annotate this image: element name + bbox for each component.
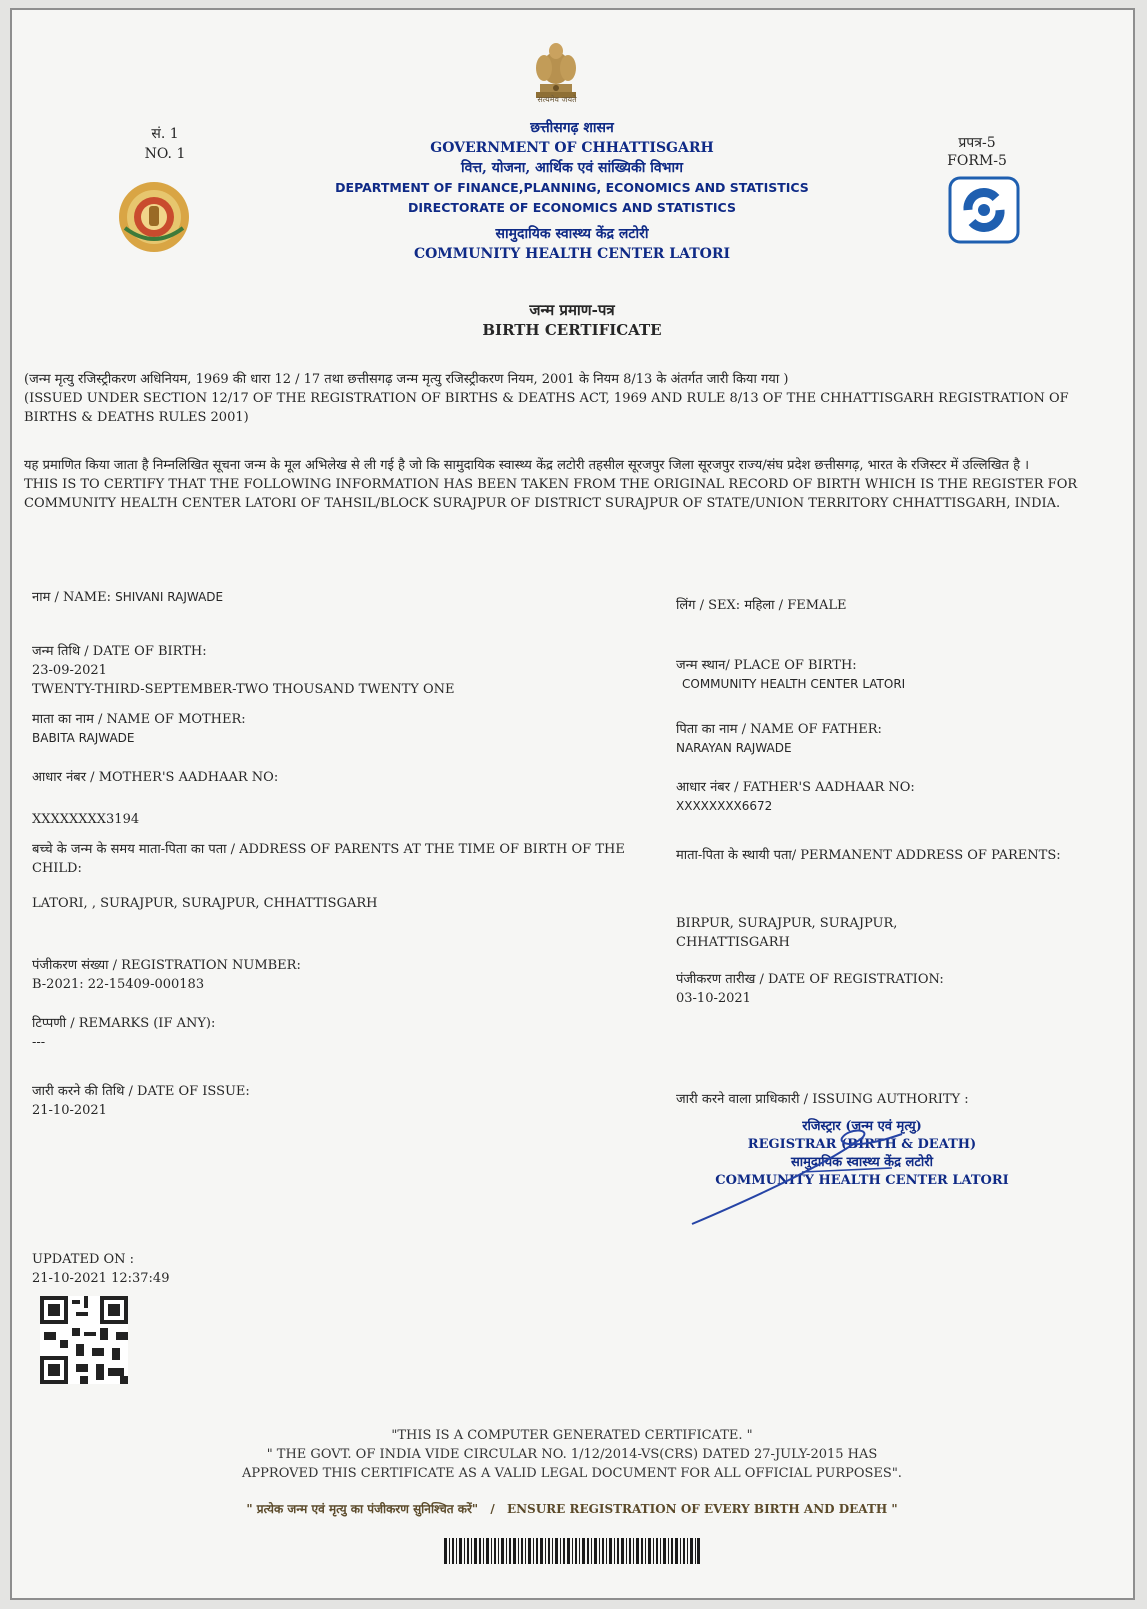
barcode[interactable] — [444, 1538, 700, 1564]
directorate: DIRECTORATE OF ECONOMICS AND STATISTICS — [408, 200, 736, 215]
mother-field: माता का नाम / NAME OF MOTHER: BABITA RAJWADE — [32, 710, 592, 748]
sex-field: लिंग / SEX: महिला / FEMALE — [676, 598, 847, 613]
dept-hindi: वित्त, योजना, आर्थिक एवं सांख्यिकी विभाग — [460, 160, 684, 176]
remarks-value: --- — [32, 1035, 46, 1050]
emblem-motto: सत्यमेव जयते — [537, 95, 577, 104]
reg-date-value: 03-10-2021 — [676, 991, 751, 1006]
mother-aadhaar-value: XXXXXXXX3194 — [32, 812, 140, 827]
father-field: पिता का नाम / NAME OF FATHER: NARAYAN RAJWADE — [676, 720, 1116, 758]
footer-note: "THIS IS A COMPUTER GENERATED CERTIFICATE. " " THE GOVT. OF INDIA VIDE CIRCULAR NO. 1/12/2014-VS(CRS) DATED 27-JULY-2015 HAS APPROVED THIS CERTIFICATE AS A VALID LEGAL DOCUMENT FOR ALL OFFICIAL PURPOSES". — [242, 1428, 902, 1481]
addr-birth-value: LATORI, , SURAJPUR, SURAJPUR, CHHATTISGARH — [32, 896, 378, 911]
father-aadhaar-value: XXXXXXXX6672 — [676, 799, 773, 813]
reg-number-value: B-2021: 22-15409-000183 — [32, 977, 205, 992]
remarks-field: टिप्पणी / REMARKS (IF ANY): --- — [32, 1014, 592, 1052]
mother-aadhaar-label: आधार नंबर / MOTHER'S AADHAAR NO: — [32, 770, 279, 785]
updated-value: 21-10-2021 12:37:49 — [32, 1271, 170, 1286]
center-english: COMMUNITY HEALTH CENTER LATORI — [413, 246, 731, 262]
issued-under-text: (जन्म मृत्यु रजिस्ट्रीकरण अधिनियम, 1969 की धारा 12 / 17 तथा छत्तीसगढ़ जन्म मृत्यु रजिस्ट्रीकरण नियम, 2001 के नियम 8/13 के अंतर्गत जारी किया गया ) (ISSUED UNDER SECTION 12/17 OF THE REGISTRATION OF BIRTHS & DEATHS ACT, 1969 AND RULE 8/13 OF THE CHHATTISGARH REGISTRATION OF BIRTHS & DEATHS RULES 2001) — [24, 372, 1069, 425]
father-value: NARAYAN RAJWADE — [676, 741, 792, 755]
crs-logo-icon — [948, 176, 1020, 244]
slogan: " प्रत्येक जन्म एवं मृत्यु का पंजीकरण सुनिश्चित करें" / ENSURE REGISTRATION OF EVERY BIRTH AND DEATH " — [246, 1502, 898, 1516]
addr-perm-label: माता-पिता के स्थायी पता/ PERMANENT ADDRESS OF PARENTS: — [676, 848, 1061, 863]
pob-field: जन्म स्थान/ PLACE OF BIRTH: COMMUNITY HEALTH CENTER LATORI — [676, 656, 1116, 694]
father-aadhaar-field: आधार नंबर / FATHER'S AADHAAR NO: XXXXXXXX6672 — [676, 778, 1116, 816]
dept-english: DEPARTMENT OF FINANCE,PLANNING, ECONOMICS AND STATISTICS — [335, 180, 809, 195]
certify-text: यह प्रमाणित किया जाता है निम्नलिखित सूचना जन्म के मूल अभिलेख से ली गई है जो कि सामुदायिक स्वास्थ्य केंद्र लटोरी तहसील सूरजपुर जिला सूरजपुर राज्य/संघ प्रदेश छत्तीसगढ़, भारत के रजिस्टर में उल्लिखित है । THIS IS TO CERTIFY THAT THE FOLLOWING INFORMATION HAS BEEN TAKEN FROM THE ORIGINAL RECORD OF BIRTH WHICH IS THE REGISTER FOR COMMUNITY HEALTH CENTER LATORI OF TAHSIL/BLOCK SURAJPUR OF DISTRICT SURAJPUR OF STATE/UNION TERRITORY CHHATTISGARH, INDIA. — [24, 458, 1078, 511]
birth-certificate — [10, 8, 1135, 1600]
form-number: प्रपत्र-5 FORM-5 — [947, 135, 1007, 169]
addr-perm-value: BIRPUR, SURAJPUR, SURAJPUR, CHHATTISGARH — [676, 916, 898, 950]
reg-date-field: पंजीकरण तारीख / DATE OF REGISTRATION: 03-10-2021 — [676, 970, 1116, 1008]
updated-on: UPDATED ON : 21-10-2021 12:37:49 — [32, 1250, 332, 1288]
center-hindi: सामुदायिक स्वास्थ्य केंद्र लटोरी — [495, 226, 649, 242]
certificate-title: जन्म प्रमाण-पत्र BIRTH CERTIFICATE — [482, 301, 662, 339]
issue-date-field: जारी करने की तिथि / DATE OF ISSUE: 21-10-2021 — [32, 1082, 592, 1120]
reg-number-field: पंजीकरण संख्या / REGISTRATION NUMBER: B-2021: 22-15409-000183 — [32, 956, 592, 994]
issue-date-value: 21-10-2021 — [32, 1103, 107, 1118]
registrar-signature — [652, 1120, 1032, 1230]
serial-number: सं. 1 NO. 1 — [144, 126, 186, 162]
registrar-stamp: रजिस्ट्रार (जन्म एवं मृत्यु) REGISTRAR (BIRTH & DEATH) सामुदायिक स्वास्थ्य केंद्र लटोरी COMMUNITY HEALTH CENTER LATORI — [715, 1119, 1009, 1188]
issuing-authority-label: जारी करने वाला प्राधिकारी / ISSUING AUTHORITY : — [676, 1092, 969, 1107]
header — [292, 118, 852, 264]
mother-value: BABITA RAJWADE — [32, 731, 135, 745]
gov-hindi: छत्तीसगढ़ शासन — [530, 120, 614, 136]
dob-value: 23-09-2021 — [32, 663, 107, 678]
dob-words: TWENTY-THIRD-SEPTEMBER-TWO THOUSAND TWENTY ONE — [32, 682, 455, 697]
name-field: नाम / NAME: SHIVANI RAJWADE — [32, 590, 224, 605]
dob-field: जन्म तिथि / DATE OF BIRTH: 23-09-2021 TWENTY-THIRD-SEPTEMBER-TWO THOUSAND TWENTY ONE — [32, 642, 632, 699]
chhattisgarh-seal-icon — [117, 180, 191, 254]
name-value: SHIVANI RAJWADE — [115, 590, 224, 604]
qr-code[interactable] — [40, 1296, 128, 1384]
gov-english: GOVERNMENT OF CHHATTISGARH — [430, 140, 714, 156]
sex-value: महिला / FEMALE — [744, 598, 847, 613]
addr-birth-label: बच्चे के जन्म के समय माता-पिता का पता / ADDRESS OF PARENTS AT THE TIME OF BIRTH OF THE CHILD: — [32, 842, 625, 876]
pob-value: COMMUNITY HEALTH CENTER LATORI — [682, 677, 906, 691]
